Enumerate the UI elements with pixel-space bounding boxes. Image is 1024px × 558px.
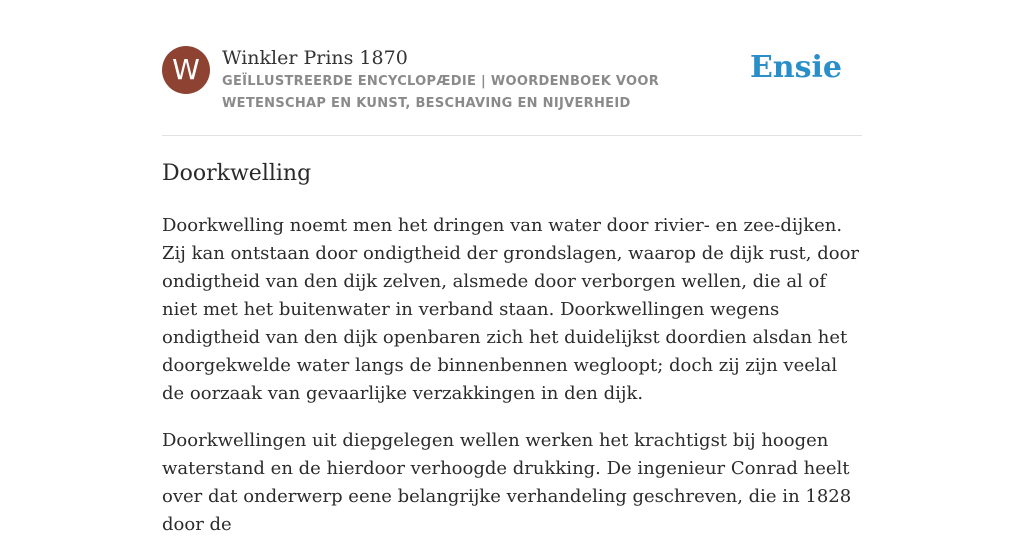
- header-divider: [162, 135, 862, 136]
- article-body: [162, 212, 862, 558]
- source-header: [162, 46, 862, 136]
- ensie-logo[interactable]: Ensie: [749, 50, 842, 85]
- source-info: [222, 46, 752, 115]
- article-paragraph-2: Doorkwellingen uit diepgelegen wellen werken het krachtigst bij hoogen waterstand en de hierdoor verhoogde drukking. De ingenieur Conrad heelt over dat onderwerp eene belangrijke verhandeling geschreven, die in 1828 door de: [162, 430, 852, 535]
- source-title[interactable]: Winkler Prins 1870: [222, 47, 408, 69]
- article-title: Doorkwelling: [162, 161, 312, 186]
- source-avatar[interactable]: W: [162, 46, 210, 94]
- article-paragraph-1: Doorkwelling noemt men het dringen van water door rivier- en zee-dijken. Zij kan ontstaan door ondigtheid der grondslagen, waarop de dijk rust, door ondigtheid van den dijk zelven, alsmede door verborgen wellen, die al of niet met het buitenwater in verband staan. Doorkwellingen wegens ondigtheid van den dijk openbaren zich het duidelijkst doordien alsdan het doorgekwelde water langs de binnenbennen wegloopt; doch zij zijn veelal de oorzaak van gevaarlijke verzakkingen in den dijk.: [162, 215, 860, 404]
- source-subtitle: GEÏLLUSTREERDE ENCYCLOPÆDIE | WOORDENBOEK VOOR WETENSCHAP EN KUNST, BESCHAVING EN NIJVERHEID: [222, 74, 660, 111]
